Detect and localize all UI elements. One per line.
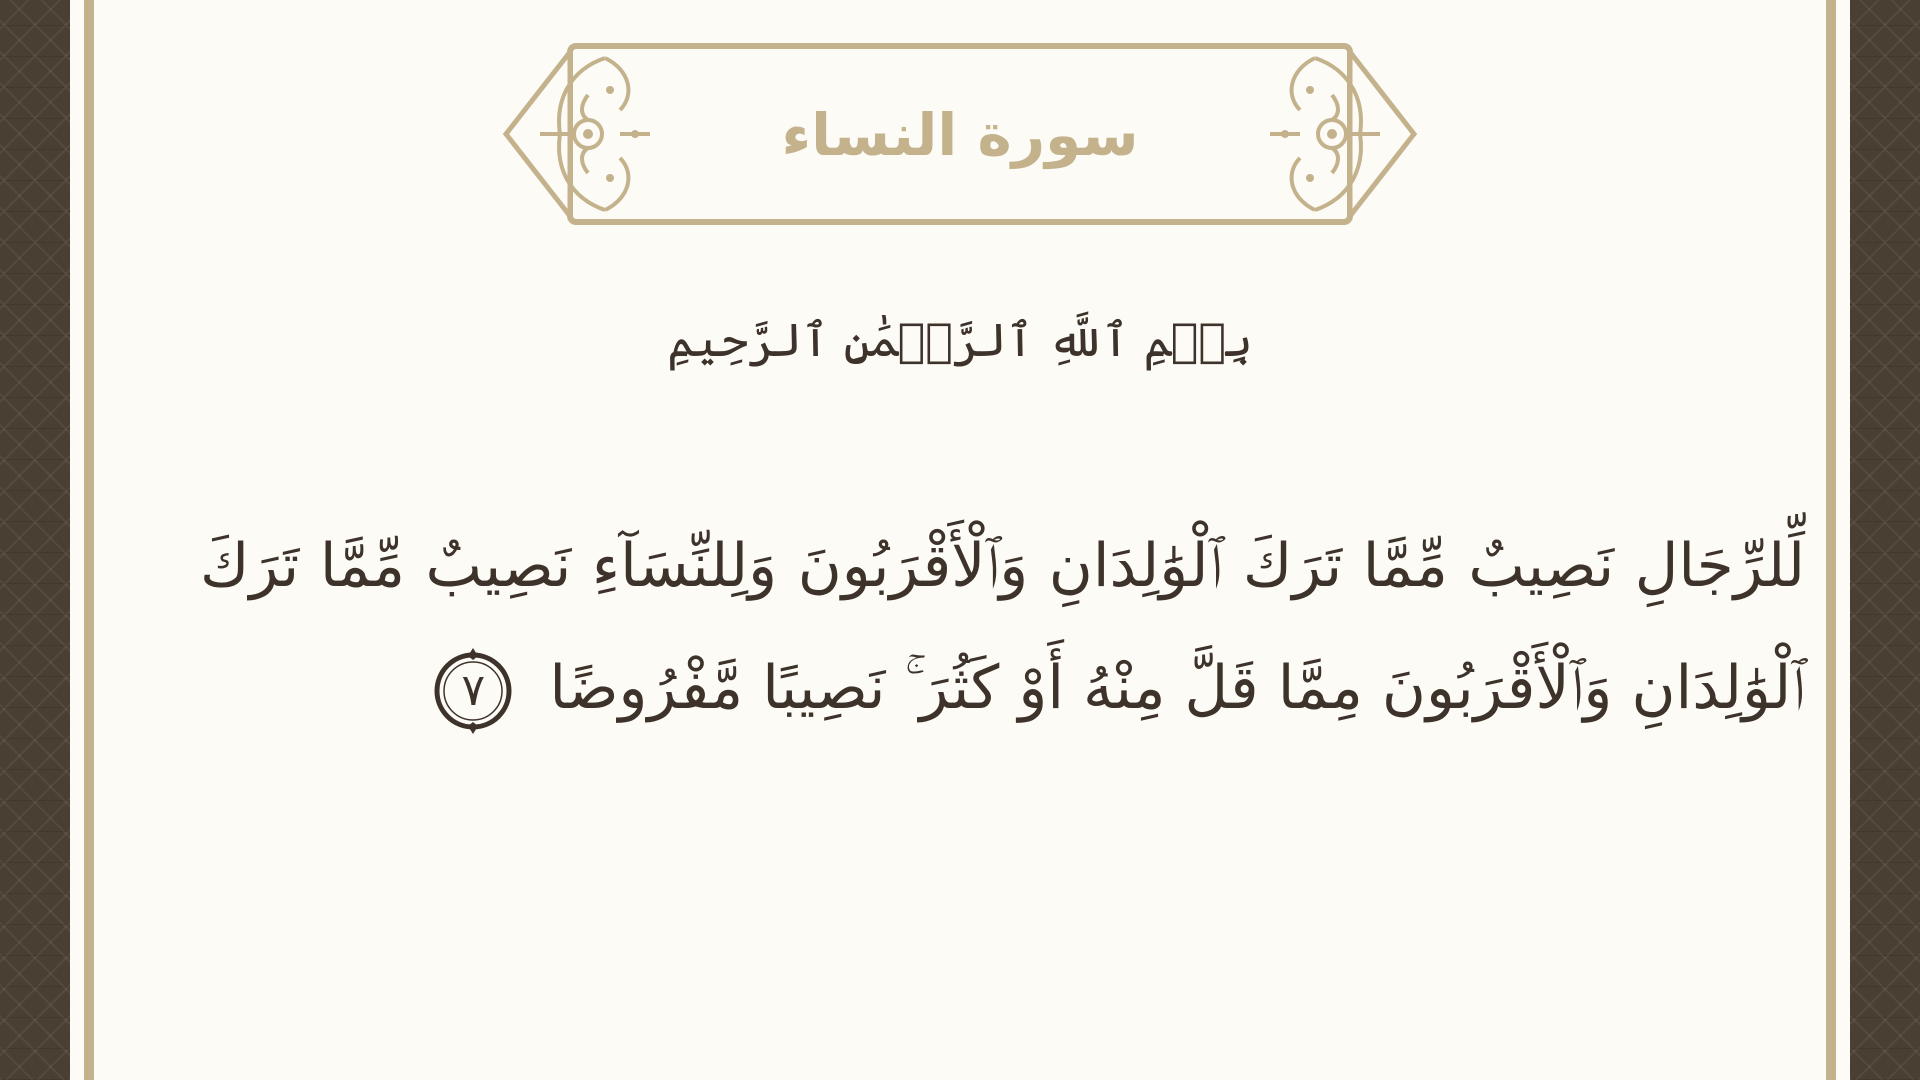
left-gold-rule [84, 0, 94, 1080]
verse-text: لِّلرِّجَالِ نَصِيبٌ مِّمَّا تَرَكَ ٱلْوَٰلِدَانِ وَٱلْأَقْرَبُونَ وَلِلنِّسَآءِ نَصِيبٌ مِّمَّا تَرَكَ ٱلْوَٰلِدَانِ وَٱلْأَقْرَبُونَ مِمَّا قَلَّ مِنْهُ أَوْ كَثُرَ ۚ نَصِيبًا مَّفْرُوضًا [200, 531, 1805, 723]
basmala: بِسۡمِ ٱللَّهِ ٱلرَّحۡمَٰنِ ٱلرَّحِيمِ [667, 313, 1253, 367]
surah-title-frame [500, 40, 1420, 230]
right-gold-rule [1826, 0, 1836, 1080]
right-decorative-border [1850, 0, 1920, 1080]
ayah-end-marker-icon [430, 648, 516, 734]
surah-title: سورة النساء [781, 101, 1139, 169]
ayah-number: ٧ [461, 665, 486, 717]
verse-text-block [200, 505, 1805, 749]
left-decorative-border [0, 0, 70, 1080]
